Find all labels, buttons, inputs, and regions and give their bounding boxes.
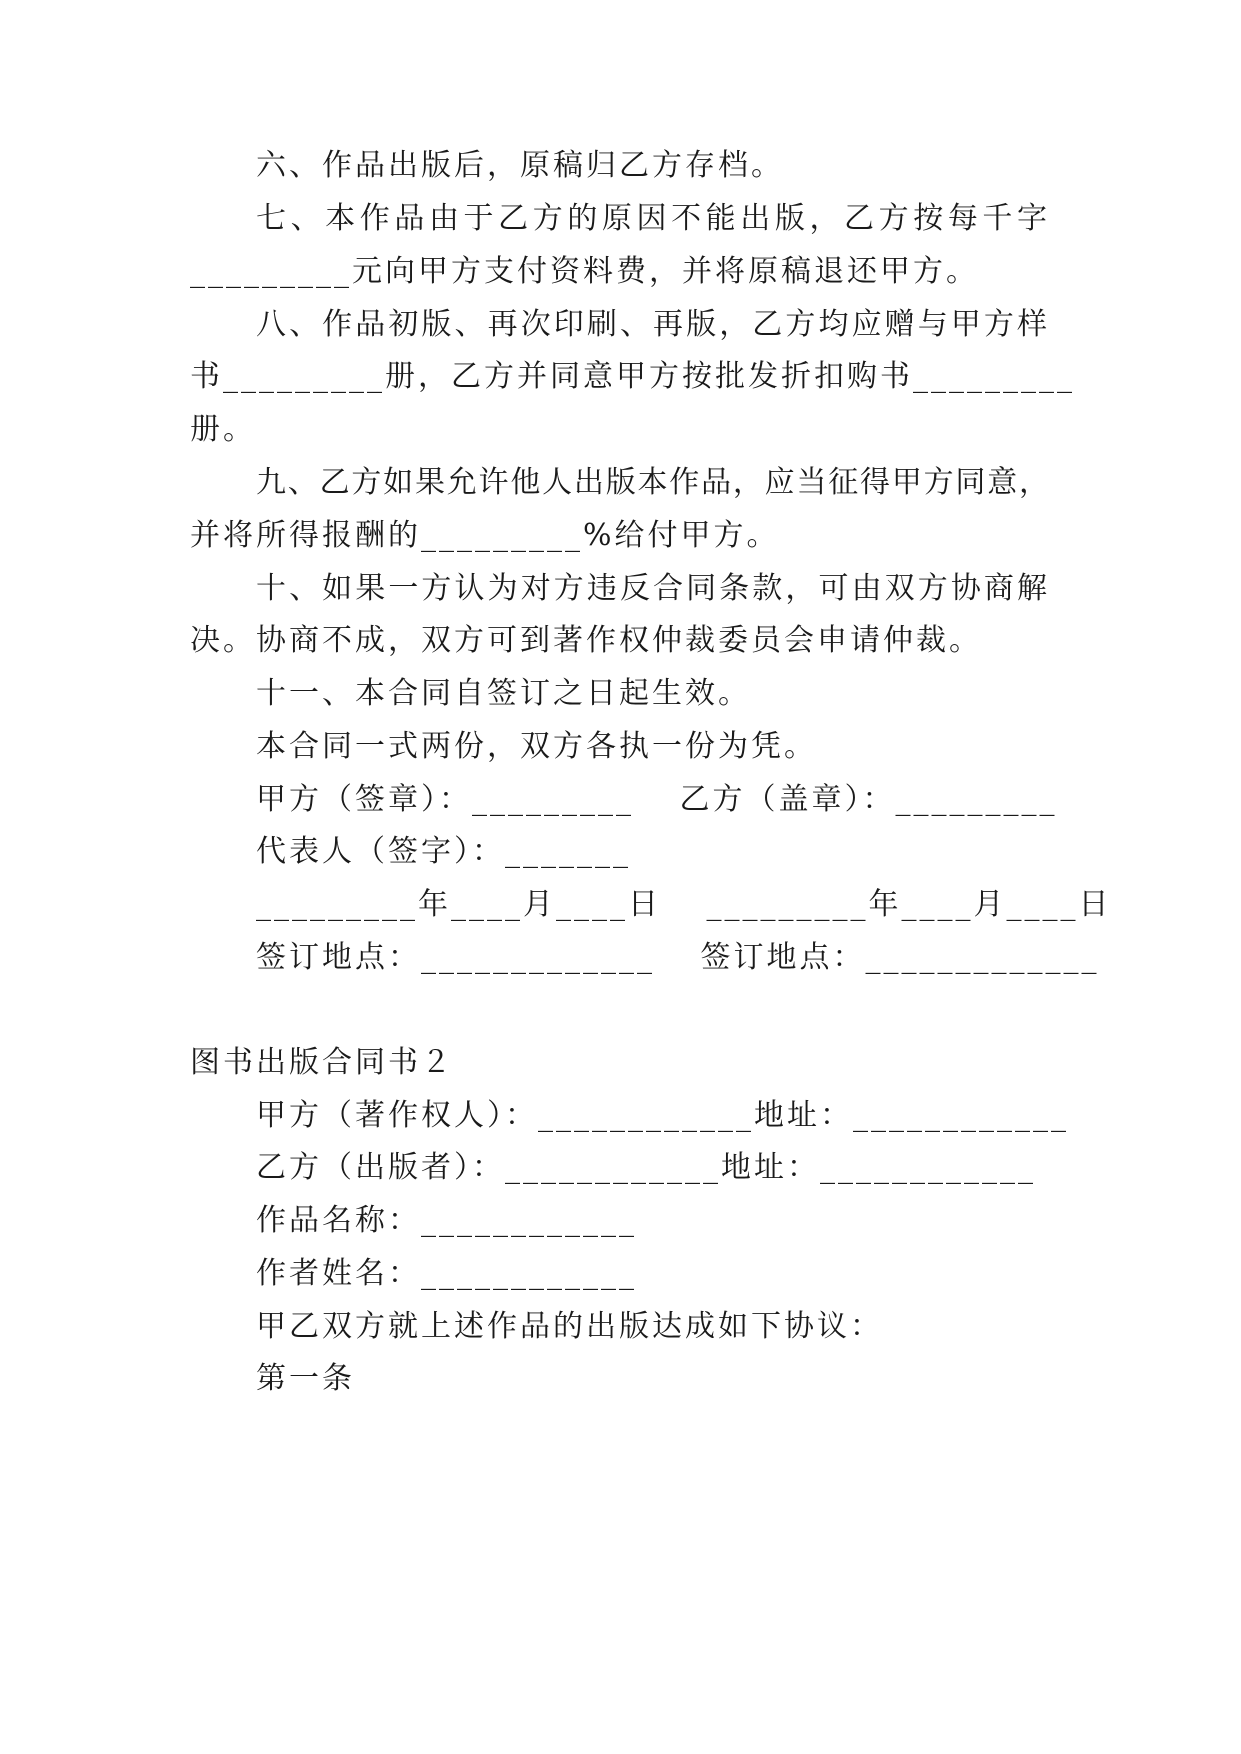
clause-9-line-2: 并将所得报酬的_________%给付甲方。 [190, 518, 780, 553]
clause-7-line-1: 七、本作品由于乙方的原因不能出版，乙方按每千字 [256, 201, 1050, 236]
clause-7-line-2: _________元向甲方支付资料费，并将原稿退还甲方。 [190, 254, 979, 289]
clause-8-line-3: 册。 [190, 412, 256, 447]
clause-6: 六、作品出版后，原稿归乙方存档。 [256, 148, 784, 183]
clause-8-line-2: 书_________册，乙方并同意甲方按批发折扣购书_________ [190, 359, 1075, 394]
party-a-info: 甲方（著作权人）：____________地址：____________ [256, 1098, 1069, 1133]
author-name-field: 作者姓名：____________ [256, 1256, 637, 1291]
agreement-intro: 甲乙双方就上述作品的出版达成如下协议： [256, 1309, 883, 1344]
signing-places: 签订地点：_____________ 签订地点：_____________ [256, 940, 1100, 975]
clause-9-line-1: 九、乙方如果允许他人出版本作品，应当征得甲方同意， [256, 465, 1050, 500]
copies-note: 本合同一式两份，双方各执一份为凭。 [256, 729, 817, 764]
clause-11: 十一、本合同自签订之日起生效。 [256, 676, 751, 711]
signing-dates: _________年____月____日 _________年____月____日 [256, 887, 1112, 922]
party-signatures: 甲方（签章）：_________ 乙方（盖章）：_________ [256, 782, 1058, 817]
party-b-info: 乙方（出版者）：____________地址：____________ [256, 1150, 1036, 1185]
clause-8-line-1: 八、作品初版、再次印刷、再版，乙方均应赠与甲方样 [256, 307, 1050, 342]
section-title: 图书出版合同书２ [190, 1045, 454, 1080]
work-title-field: 作品名称：____________ [256, 1203, 637, 1238]
clause-10-line-2: 决。协商不成，双方可到著作权仲裁委员会申请仲裁。 [190, 623, 982, 658]
article-1-heading: 第一条 [256, 1361, 355, 1396]
clause-10-line-1: 十、如果一方认为对方违反合同条款，可由双方协商解 [256, 571, 1050, 606]
representative-signature: 代表人（签字）：_______ [256, 834, 631, 869]
